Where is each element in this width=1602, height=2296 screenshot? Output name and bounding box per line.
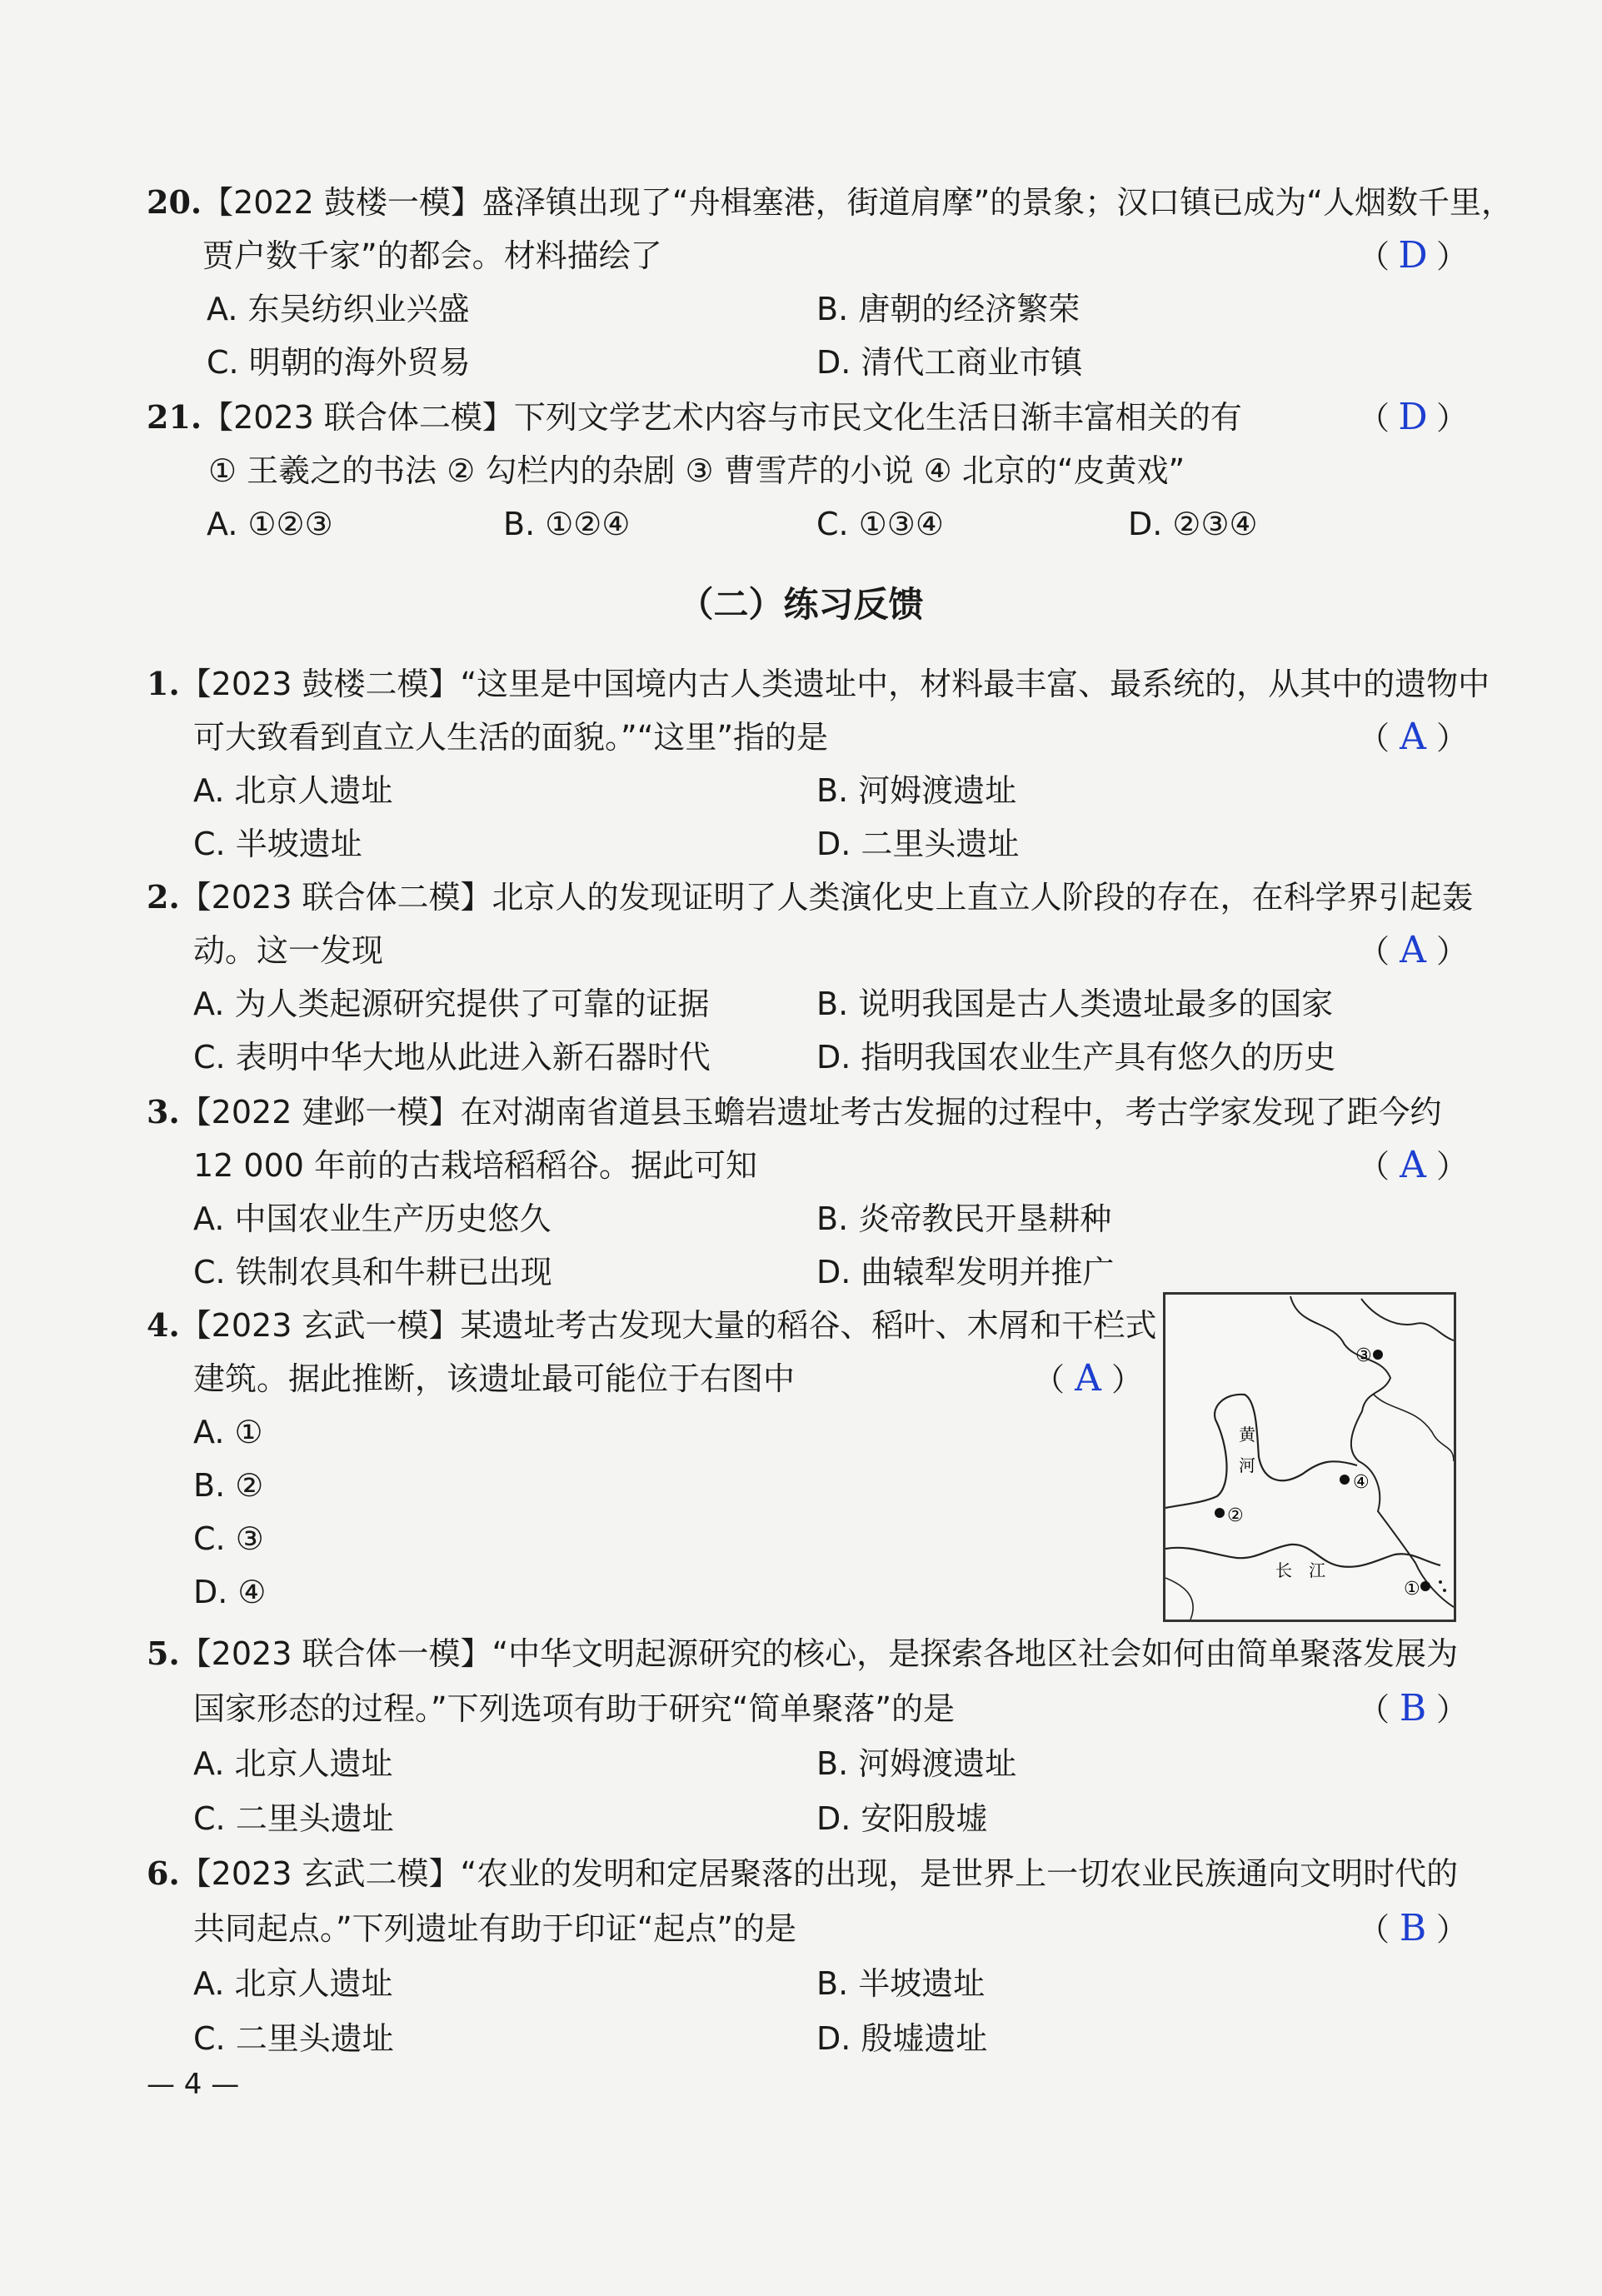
answer-bracket: （ D ） [1358,234,1469,277]
option-b: B. 河姆渡遗址 [816,772,1017,809]
option-d: D. 曲辕犁发明并推广 [816,1254,1115,1290]
marker-label-4: ④ [1353,1472,1370,1493]
question-text: 【2023 联合体二模】北京人的发现证明了人类演化史上直立人阶段的存在，在科学界引起轰 [179,879,1474,916]
page-number: — 4 — [147,2068,240,2101]
option-a: A. 中国农业生产历史悠久 [193,1200,551,1237]
option-b: B. 唐朝的经济繁荣 [816,291,1080,327]
option-d: D. 安阳殷墟 [816,1800,988,1837]
option-d: D. 二里头遗址 [816,826,1020,862]
answer-value: D [1398,234,1428,277]
site-3-marker [1373,1350,1383,1360]
option-c: C. 二里头遗址 [193,1800,394,1837]
map-label-jiang: 江 [1309,1560,1325,1580]
answer-value: D [1398,396,1428,438]
question-6-line2: 共同起点。”下列遗址有助于印证“起点”的是 [193,1910,797,1947]
option-b: B. ①②④ [503,506,631,542]
option-d: D. 清代工商业市镇 [816,344,1083,381]
question-text: 【2023 玄武一模】某遗址考古发现大量的稻谷、稻叶、木屑和干栏式 [179,1307,1157,1344]
option-b: B. 说明我国是古人类遗址最多的国家 [816,986,1334,1022]
site-4-marker [1340,1475,1350,1485]
border-line [1374,1395,1454,1461]
question-1-line1 [147,663,1490,705]
question-20-line1 [147,182,1513,223]
question-1-line2: 可大致看到直立人生活的面貌。”“这里”指的是 [193,719,829,756]
border-line [1361,1299,1454,1340]
option-a: A. ①②③ [207,506,333,542]
option-a: A. ① [193,1414,263,1450]
answer-bracket: （ B ） [1358,1687,1469,1729]
answer-bracket: （ A ） [1358,929,1469,971]
map-label-he: 河 [1239,1455,1255,1475]
marker-label-3: ③ [1355,1345,1372,1366]
question-number: 21. [147,398,202,436]
option-b: B. ② [193,1467,264,1504]
question-number: 2. [147,878,180,916]
option-d: D. ②③④ [1128,506,1258,542]
question-21-items: ① 王羲之的书法 ② 勾栏内的杂剧 ③ 曹雪芹的小说 ④ 北京的“皮黄戏” [208,452,1185,489]
question-text: 【2023 玄武二模】“农业的发明和定居聚落的出现，是世界上一切农业民族通向文明时代的 [179,1855,1459,1892]
question-text: 【2023 鼓楼二模】“这里是中国境内古人类遗址中，材料最丰富、最系统的，从其中的遗物中 [179,666,1490,702]
question-text: 【2023 联合体一模】“中华文明起源研究的核心，是探索各地区社会如何由简单聚落发展为 [179,1635,1459,1672]
yangtze-river [1165,1545,1440,1567]
question-3-line2: 12 000 年前的古栽培稻稻谷。据此可知 [193,1147,758,1184]
option-a: A. 北京人遗址 [193,1745,393,1782]
question-text: 【2022 建邺一模】在对湖南省道县玉蟾岩遗址考古发掘的过程中，考古学家发现了距今约 [179,1094,1442,1131]
island-dot [1439,1580,1442,1584]
answer-value: B [1399,1687,1427,1729]
option-a: A. 北京人遗址 [193,1965,393,2002]
option-d: D. ④ [193,1574,267,1610]
answer-value: A [1400,929,1426,971]
yellow-river [1165,1395,1357,1508]
question-text: 【2023 联合体二模】下列文学艺术内容与市民文化生活日渐丰富相关的有 [202,399,1242,436]
answer-bracket: （ A ） [1358,1144,1469,1186]
option-b: B. 河姆渡遗址 [816,1745,1017,1782]
option-c: C. 铁制农具和牛耕已出现 [193,1254,552,1290]
map-label-chang: 长 [1275,1560,1292,1580]
option-d: D. 殷墟遗址 [816,2020,988,2057]
option-c: C. 明朝的海外贸易 [207,344,471,381]
site-1-marker [1420,1581,1430,1591]
china-map-figure [1163,1292,1456,1622]
answer-bracket: （ A ） [1033,1357,1144,1400]
option-c: C. ③ [193,1520,264,1557]
marker-label-1: ① [1404,1579,1420,1600]
answer-value: B [1399,1907,1427,1949]
question-2-line2: 动。这一发现 [193,932,384,969]
question-number: 1. [147,665,180,702]
question-number: 3. [147,1093,180,1131]
answer-bracket: （ A ） [1358,716,1469,758]
question-4-line1 [147,1305,1156,1346]
island-dot [1443,1589,1446,1592]
option-a: A. 为人类起源研究提供了可靠的证据 [193,986,710,1022]
option-a: A. 北京人遗址 [193,772,393,809]
question-number: 6. [147,1854,180,1892]
option-d: D. 指明我国农业生产具有悠久的历史 [816,1039,1336,1076]
option-a: A. 东吴纺织业兴盛 [207,291,470,327]
answer-value: A [1075,1357,1101,1400]
answer-value: A [1400,716,1426,758]
option-c: C. 二里头遗址 [193,2020,394,2057]
option-c: C. 半坡遗址 [193,826,362,862]
section-title: （二）练习反馈 [678,584,924,625]
question-20-line2: 贾户数千家”的都会。材料描绘了 [202,237,662,274]
question-number: 4. [147,1306,180,1344]
question-5-line2: 国家形态的过程。”下列选项有助于研究“简单聚落”的是 [193,1690,956,1727]
question-3-line1 [147,1091,1441,1133]
map-label-huang: 黄 [1239,1425,1255,1445]
option-c: C. 表明中华大地从此进入新石器时代 [193,1039,711,1076]
answer-bracket: （ D ） [1358,396,1469,438]
question-4-line2: 建筑。据此推断，该遗址最可能位于右图中 [193,1360,796,1397]
map-svg [1165,1295,1454,1620]
question-2-line1 [147,876,1473,918]
question-5-line1 [147,1633,1458,1675]
option-c: C. ①③④ [816,506,944,542]
border-line [1165,1578,1193,1620]
question-text: 【2022 鼓楼一模】盛泽镇出现了“舟楫塞港，街道肩摩”的景象；汉口镇已成为“人烟数千里， [202,184,1513,221]
option-b: B. 炎帝教民开垦耕种 [816,1200,1112,1237]
question-number: 20. [147,183,202,221]
question-6-line1 [147,1853,1458,1894]
site-2-marker [1215,1508,1225,1518]
answer-value: A [1400,1144,1426,1186]
marker-label-2: ② [1227,1505,1244,1526]
question-number: 5. [147,1635,180,1672]
answer-bracket: （ B ） [1358,1907,1469,1949]
question-21-line1 [147,397,1242,438]
option-b: B. 半坡遗址 [816,1965,986,2002]
